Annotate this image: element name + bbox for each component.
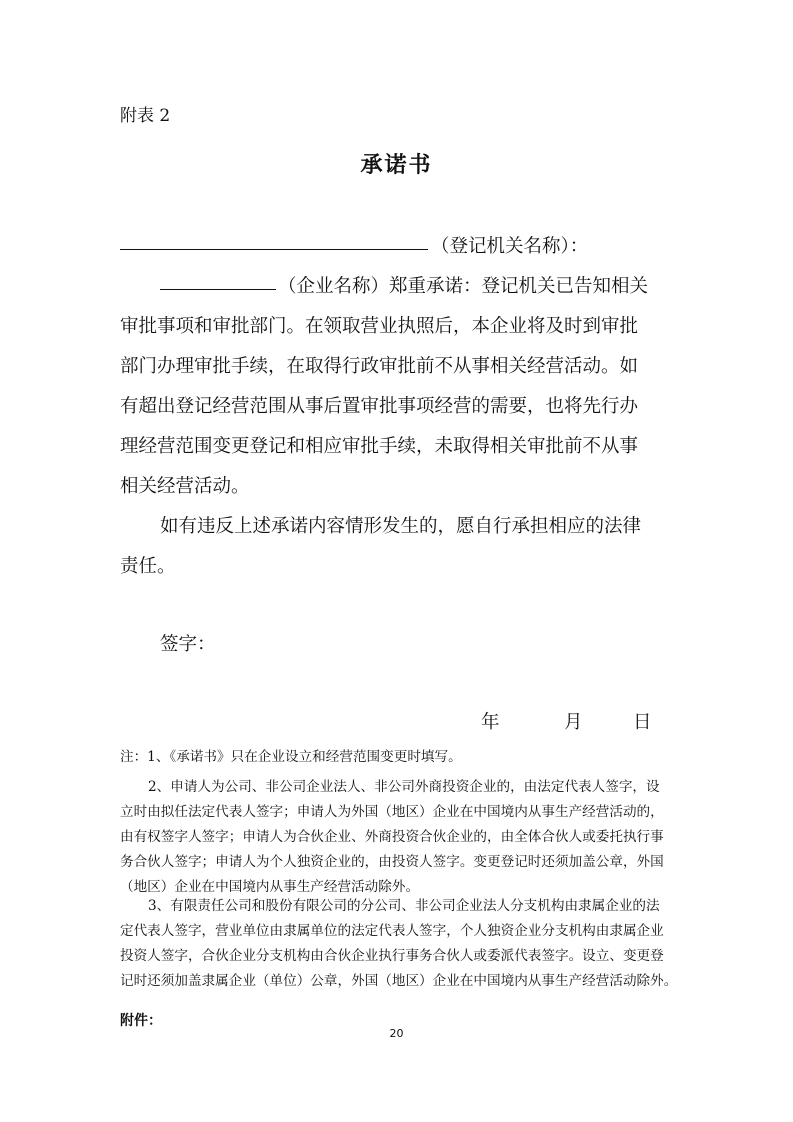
document-title: 承诺书 [360, 152, 433, 178]
date-day: 日 [633, 712, 652, 733]
addressee-suffix: （登记机关名称）： [431, 236, 589, 257]
pledge-line-1: （企业名称）郑重承诺：登记机关已告知相关 [278, 276, 649, 297]
authority-name-blank [120, 249, 428, 250]
signature-label: 签字： [160, 634, 216, 655]
note-2-line-5: （地区）企业在中国境内从事生产经营活动除外。 [120, 879, 420, 895]
note-2-line-4: 务合伙人签字；申请人为个人独资企业的，由投资人签字。变更登记时还须加盖公章，外国 [120, 854, 664, 870]
note-2-line-1: 2、申请人为公司、非公司企业法人、非公司外商投资企业的，由法定代表人签字，设 [148, 779, 660, 795]
note-2-line-3: 由有权签字人签字；申请人为合伙企业、外商投资合伙企业的，由全体合伙人或委托执行事 [120, 829, 664, 845]
attachment-footer-label: 附件： [120, 1013, 162, 1029]
pledge-line-7: 如有违反上述承诺内容情形发生的，愿自行承担相应的法律 [160, 516, 642, 537]
note-3-line-3: 投资人签字，合伙企业分支机构由合伙企业执行事务合伙人或委派代表签字。设立、变更登 [120, 948, 664, 964]
attachment-label: 附表 2 [120, 106, 171, 126]
pledge-line-2: 审批事项和审批部门。在领取营业执照后，本企业将及时到审批 [120, 316, 639, 337]
company-name-blank [160, 289, 276, 290]
pledge-line-8: 责任。 [120, 556, 176, 577]
date-month: 月 [564, 712, 583, 733]
note-3-line-2: 定代表人签字，营业单位由隶属单位的法定代表人签字，个人独资企业分支机构由隶属企业 [120, 923, 664, 939]
note-3-line-1: 3、有限责任公司和股份有限公司的分公司、非公司企业法人分支机构由隶属企业的法 [148, 898, 660, 914]
note-1: 注：1、《承诺书》只在企业设立和经营范围变更时填写。 [120, 749, 462, 765]
page-number: 20 [389, 1027, 404, 1040]
note-2-line-2: 立时由拟任法定代表人签字；申请人为外国（地区）企业在中国境内从事生产经营活动的， [120, 804, 664, 820]
note-3-line-4: 记时还须加盖隶属企业（单位）公章，外国（地区）企业在中国境内从事生产经营活动除外。 [120, 973, 678, 989]
date-year: 年 [481, 712, 500, 733]
pledge-line-6: 相关经营活动。 [120, 476, 250, 497]
pledge-line-3: 部门办理审批手续，在取得行政审批前不从事相关经营活动。如 [120, 356, 639, 377]
pledge-line-5: 理经营范围变更登记和相应审批手续，未取得相关审批前不从事 [120, 436, 639, 457]
pledge-line-4: 有超出登记经营范围从事后置审批事项经营的需要，也将先行办 [120, 396, 639, 417]
